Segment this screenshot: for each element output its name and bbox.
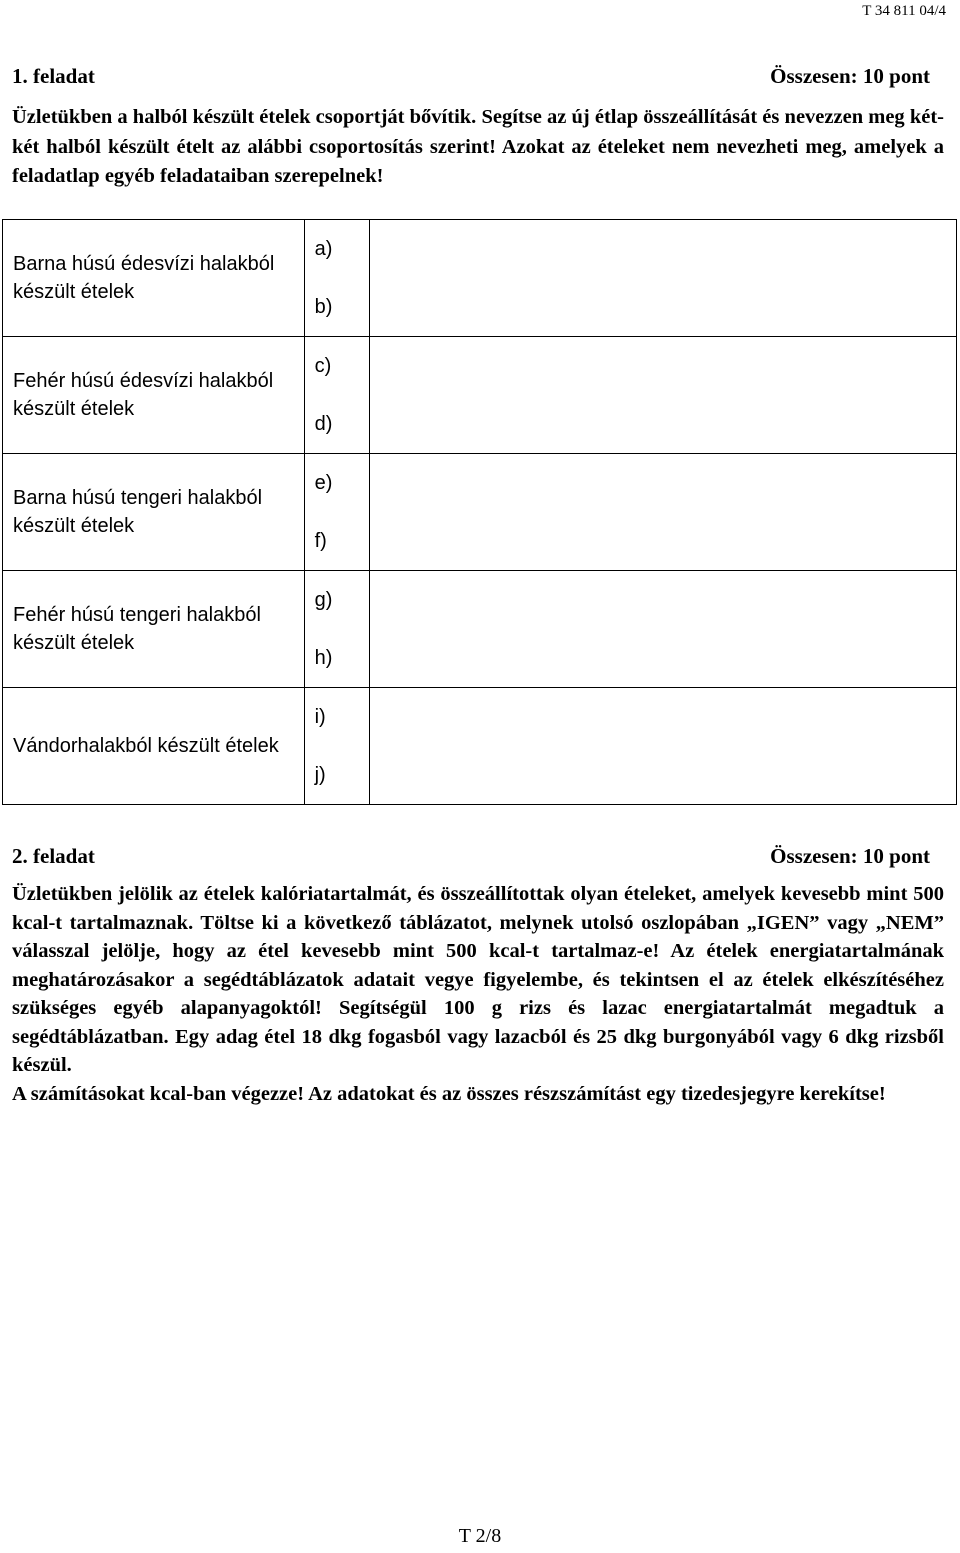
task2-points: Összesen: 10 pont — [770, 844, 930, 868]
category-cell: Fehér húsú tengeri halakból készült ételek — [3, 571, 305, 688]
answer-field[interactable] — [370, 688, 957, 805]
answer-field[interactable] — [370, 571, 957, 688]
answer-label: h) — [314, 647, 333, 669]
table-row — [3, 688, 957, 805]
label-cell — [304, 220, 370, 337]
answer-label: b) — [314, 296, 333, 318]
answer-label: c) — [314, 355, 332, 377]
table-row — [3, 571, 957, 688]
label-cell — [304, 571, 370, 688]
table-row — [3, 337, 957, 454]
answer-label: d) — [314, 413, 333, 435]
answer-field[interactable] — [370, 454, 957, 571]
label-cell — [304, 454, 370, 571]
task2-paragraph: Üzletükben jelölik az ételek kalóriatartalmát, és összeállítottak olyan ételeket, amelyek kevesebb mint 500 kcal-t tartalmaznak. Töltse ki a következő táblázatot, melynek utolsó oszlopában „IGEN” vagy „NEM” válasszal jelölje, hogy az étel kevesebb mint 500 kcal-t tartalmaz-e! Az ételek energiatartalmának meghatározásakor a segédtáblázatok adatait vegye figyelembe, és tekintsen el az ételek elkészítéséhez szükséges egyéb alapanyagoktól! Segítségül 100 g rizs és lazac energiatartalmát megadtuk a segédtáblázatban. Egy adag étel 18 dkg fogasból vagy lazacból és 25 dkg burgonyából vagy 6 dkg rizsből készül. — [12, 883, 944, 1076]
answer-label: g) — [314, 589, 333, 611]
task2-header — [12, 844, 930, 869]
answer-label: e) — [314, 472, 333, 494]
answer-field[interactable] — [370, 337, 957, 454]
task1-header — [12, 64, 930, 89]
task1-instructions: Üzletükben a halból készült ételek csoportját bővítik. Segítse az új étlap összeállítását és nevezzen meg két-két halból készült ételt az alábbi csoportosítás szerint! Azokat az ételeket nem nevezheti meg, amelyek a feladatlap egyéb feladataiban szerepelnek! — [12, 106, 944, 187]
answer-label: f) — [314, 530, 327, 552]
answer-field[interactable] — [370, 220, 957, 337]
task2-paragraph: A számításokat kcal-ban végezze! Az adatokat és az összes részszámítást egy tizedesjegyre kerekítse! — [12, 1082, 886, 1105]
task1-points: Összesen: 10 pont — [770, 64, 930, 88]
answer-label: j) — [314, 764, 326, 786]
table-row — [3, 454, 957, 571]
answer-label: a) — [314, 238, 333, 260]
category-cell: Barna húsú édesvízi halakból készült ételek — [3, 220, 305, 337]
answer-label: i) — [314, 706, 326, 728]
label-cell — [304, 688, 370, 805]
task2-instructions — [12, 880, 944, 1108]
page-number: T 2/8 — [458, 1525, 502, 1547]
task1-title: 1. feladat — [12, 64, 95, 88]
category-cell: Fehér húsú édesvízi halakból készült ételek — [3, 337, 305, 454]
table-row — [3, 220, 957, 337]
task1-answer-table — [2, 219, 957, 805]
task2-title: 2. feladat — [12, 844, 95, 868]
category-cell: Vándorhalakból készült ételek — [3, 688, 305, 805]
document-code: T 34 811 04/4 — [862, 3, 946, 19]
category-cell: Barna húsú tengeri halakból készült ételek — [3, 454, 305, 571]
label-cell — [304, 337, 370, 454]
